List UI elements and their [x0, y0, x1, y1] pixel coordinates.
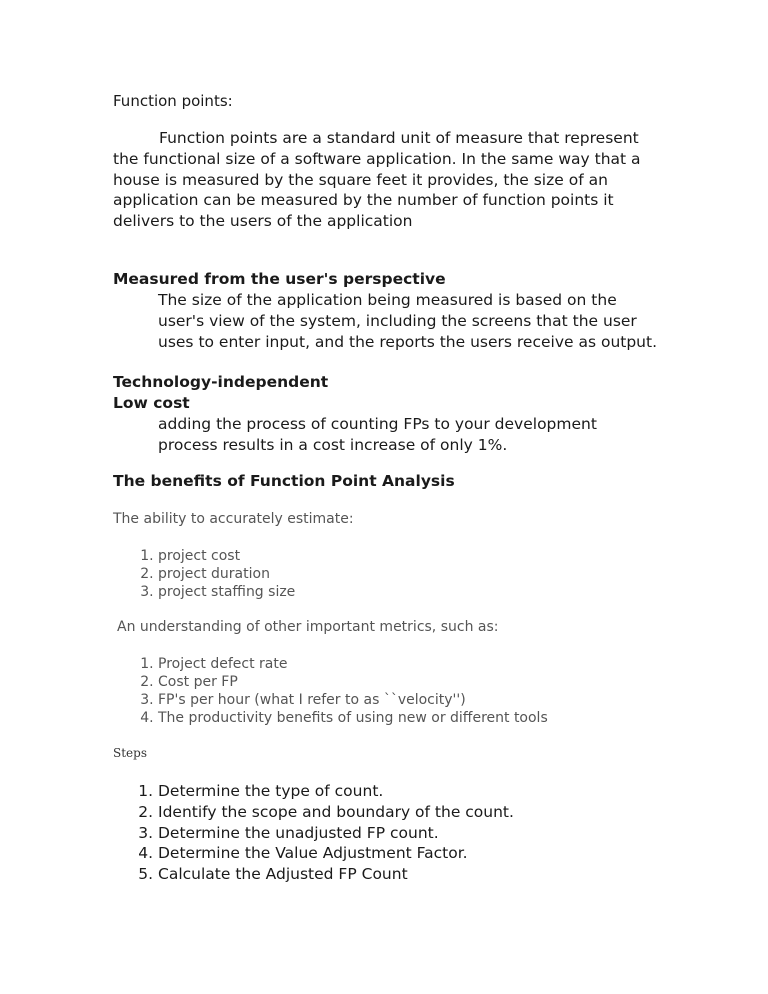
list-item: 5. Calculate the Adjusted FP Count — [158, 864, 514, 885]
tech-independent-heading: Technology-independent — [113, 373, 329, 391]
metrics-list — [113, 655, 548, 727]
list-item: 1. Determine the type of count. — [158, 781, 514, 802]
page-title: Function points: — [113, 92, 233, 110]
intro-paragraph: Function points are a standard unit of measure that represent the functional size of a software application. In the same way that a house is measured by the square feet it provides, the size of an application can be measured by the number of function points it delivers to the users of the application — [113, 129, 641, 231]
low-cost-text: adding the process of counting FPs to your development process results in a cost increase of only 1%. — [158, 415, 597, 454]
list-item: 1. project cost — [158, 547, 295, 565]
list-item: 2. project duration — [158, 565, 295, 583]
low-cost-heading: Low cost — [113, 394, 190, 412]
metrics-intro: An understanding of other important metrics, such as: — [117, 619, 499, 635]
list-item: 1. Project defect rate — [158, 655, 548, 673]
list-item: 4. The productivity benefits of using new or different tools — [158, 709, 548, 727]
benefits-title: The benefits of Function Point Analysis — [113, 472, 455, 490]
list-item: 2. Identify the scope and boundary of the count. — [158, 802, 514, 823]
list-item: 2. Cost per FP — [158, 673, 548, 691]
estimate-list — [113, 547, 295, 601]
steps-label: Steps — [113, 746, 147, 760]
list-item: 4. Determine the Value Adjustment Factor. — [158, 843, 514, 864]
steps-list — [113, 781, 514, 885]
list-item: 3. Determine the unadjusted FP count. — [158, 823, 514, 844]
estimate-intro: The ability to accurately estimate: — [113, 511, 354, 527]
perspective-heading: Measured from the user's perspective — [113, 270, 446, 288]
perspective-text: The size of the application being measured is based on the user's view of the system, including the screens that the user uses to enter input, and the reports the users receive as output. — [158, 291, 658, 351]
list-item: 3. project staffing size — [158, 583, 295, 601]
list-item: 3. FP's per hour (what I refer to as ``velocity'') — [158, 691, 548, 709]
